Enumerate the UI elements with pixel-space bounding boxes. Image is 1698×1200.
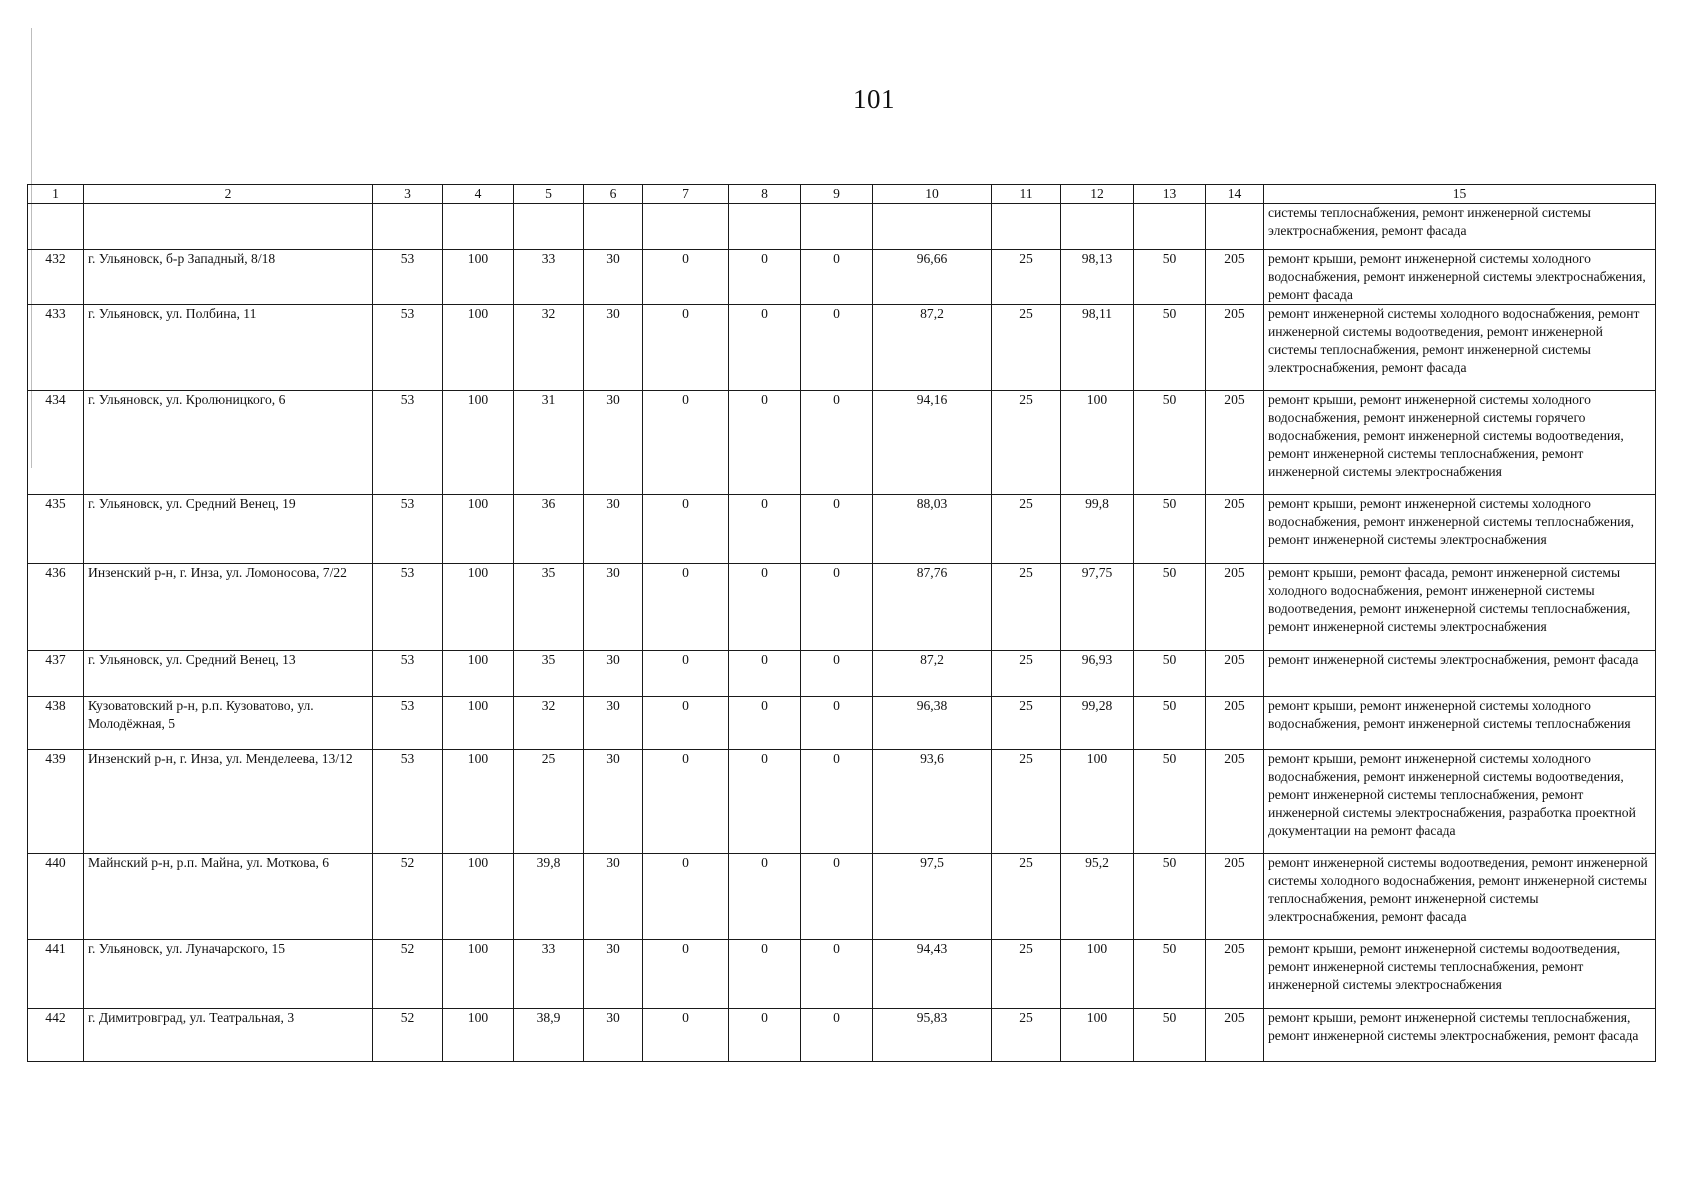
row-number-cell: 440 xyxy=(28,854,84,940)
col-6-cell: 30 xyxy=(584,305,643,391)
column-header-9: 9 xyxy=(801,185,873,204)
column-header-8: 8 xyxy=(729,185,801,204)
column-header-6: 6 xyxy=(584,185,643,204)
address-cell: Майнский р-н, р.п. Майна, ул. Моткова, 6 xyxy=(84,854,373,940)
col-7-cell: 0 xyxy=(643,1009,729,1062)
column-header-14: 14 xyxy=(1206,185,1264,204)
works-list-cell: ремонт крыши, ремонт инженерной системы холодного водоснабжения, ремонт инженерной системы горячего водоснабжения, ремонт инженерной системы водоотведения, ремонт инженерной системы теплоснабжения, ремонт инженерной системы электроснабжения xyxy=(1264,391,1656,495)
col-12-cell: 100 xyxy=(1061,391,1134,495)
col-14-cell: 205 xyxy=(1206,697,1264,750)
col-5-cell: 32 xyxy=(514,305,584,391)
col-4-cell: 100 xyxy=(443,564,514,651)
col-4-cell: 100 xyxy=(443,250,514,305)
col-11-cell: 25 xyxy=(992,854,1061,940)
col-12-cell: 98,11 xyxy=(1061,305,1134,391)
col-9-cell: 0 xyxy=(801,854,873,940)
col-5-cell: 39,8 xyxy=(514,854,584,940)
col-6-cell: 30 xyxy=(584,564,643,651)
col-7-cell: 0 xyxy=(643,391,729,495)
col-11-cell: 25 xyxy=(992,651,1061,697)
col-8-cell: 0 xyxy=(729,250,801,305)
col-11-cell: 25 xyxy=(992,1009,1061,1062)
col-10-cell: 95,83 xyxy=(873,1009,992,1062)
col-13-cell: 50 xyxy=(1134,564,1206,651)
col-10-cell: 88,03 xyxy=(873,495,992,564)
page-number: 101 xyxy=(853,84,895,114)
col-8-cell: 0 xyxy=(729,940,801,1009)
col-8-cell: 0 xyxy=(729,495,801,564)
col-7-cell: 0 xyxy=(643,250,729,305)
address-cell: г. Ульяновск, ул. Средний Венец, 13 xyxy=(84,651,373,697)
works-list-cell: ремонт крыши, ремонт инженерной системы водоотведения, ремонт инженерной системы теплоснабжения, ремонт инженерной системы электроснабжения xyxy=(1264,940,1656,1009)
col-13-cell: 50 xyxy=(1134,697,1206,750)
col-12-cell: 100 xyxy=(1061,1009,1134,1062)
col-12-cell xyxy=(1061,204,1134,250)
col-13-cell: 50 xyxy=(1134,750,1206,854)
col-11-cell: 25 xyxy=(992,250,1061,305)
address-cell: г. Ульяновск, ул. Средний Венец, 19 xyxy=(84,495,373,564)
address-cell: Инзенский р-н, г. Инза, ул. Ломоносова, 7/22 xyxy=(84,564,373,651)
col-6-cell: 30 xyxy=(584,651,643,697)
row-number-cell: 442 xyxy=(28,1009,84,1062)
col-14-cell: 205 xyxy=(1206,564,1264,651)
col-6-cell: 30 xyxy=(584,697,643,750)
row-number-cell: 438 xyxy=(28,697,84,750)
col-14-cell: 205 xyxy=(1206,495,1264,564)
col-13-cell: 50 xyxy=(1134,250,1206,305)
col-10-cell: 94,16 xyxy=(873,391,992,495)
col-14-cell: 205 xyxy=(1206,250,1264,305)
col-4-cell: 100 xyxy=(443,854,514,940)
col-13-cell: 50 xyxy=(1134,651,1206,697)
col-11-cell: 25 xyxy=(992,750,1061,854)
col-8-cell: 0 xyxy=(729,750,801,854)
col-9-cell: 0 xyxy=(801,250,873,305)
col-3-cell xyxy=(373,204,443,250)
address-cell: г. Ульяновск, ул. Кролюницкого, 6 xyxy=(84,391,373,495)
col-4-cell: 100 xyxy=(443,940,514,1009)
col-14-cell: 205 xyxy=(1206,305,1264,391)
row-number-cell: 441 xyxy=(28,940,84,1009)
col-5-cell: 32 xyxy=(514,697,584,750)
col-14-cell: 205 xyxy=(1206,940,1264,1009)
works-list-cell: ремонт инженерной системы электроснабжения, ремонт фасада xyxy=(1264,651,1656,697)
col-3-cell: 53 xyxy=(373,305,443,391)
row-number-cell: 439 xyxy=(28,750,84,854)
col-10-cell: 87,2 xyxy=(873,651,992,697)
col-3-cell: 52 xyxy=(373,854,443,940)
row-number-cell: 434 xyxy=(28,391,84,495)
row-number-cell: 432 xyxy=(28,250,84,305)
address-cell: Кузоватовский р-н, р.п. Кузоватово, ул. Молодёжная, 5 xyxy=(84,697,373,750)
col-6-cell: 30 xyxy=(584,750,643,854)
col-8-cell xyxy=(729,204,801,250)
col-11-cell: 25 xyxy=(992,564,1061,651)
col-14-cell: 205 xyxy=(1206,854,1264,940)
col-9-cell: 0 xyxy=(801,305,873,391)
col-8-cell: 0 xyxy=(729,854,801,940)
table-row xyxy=(28,564,1656,651)
col-7-cell: 0 xyxy=(643,750,729,854)
col-12-cell: 100 xyxy=(1061,940,1134,1009)
col-10-cell xyxy=(873,204,992,250)
address-cell: г. Ульяновск, ул. Луначарского, 15 xyxy=(84,940,373,1009)
col-7-cell: 0 xyxy=(643,940,729,1009)
col-4-cell: 100 xyxy=(443,495,514,564)
works-list-cell: ремонт инженерной системы водоотведения, ремонт инженерной системы холодного водоснабжения, ремонт инженерной системы теплоснабжения, ремонт инженерной системы электроснабжения, ремонт фасада xyxy=(1264,854,1656,940)
col-4-cell: 100 xyxy=(443,697,514,750)
col-10-cell: 96,38 xyxy=(873,697,992,750)
col-14-cell: 205 xyxy=(1206,1009,1264,1062)
column-header-7: 7 xyxy=(643,185,729,204)
col-8-cell: 0 xyxy=(729,564,801,651)
col-3-cell: 53 xyxy=(373,391,443,495)
col-3-cell: 53 xyxy=(373,697,443,750)
address-cell: г. Димитровград, ул. Театральная, 3 xyxy=(84,1009,373,1062)
col-11-cell: 25 xyxy=(992,697,1061,750)
column-header-1: 1 xyxy=(28,185,84,204)
col-8-cell: 0 xyxy=(729,391,801,495)
col-5-cell: 35 xyxy=(514,651,584,697)
col-4-cell: 100 xyxy=(443,1009,514,1062)
col-3-cell: 53 xyxy=(373,750,443,854)
column-header-13: 13 xyxy=(1134,185,1206,204)
col-9-cell: 0 xyxy=(801,651,873,697)
col-5-cell xyxy=(514,204,584,250)
col-8-cell: 0 xyxy=(729,305,801,391)
col-6-cell: 30 xyxy=(584,250,643,305)
col-7-cell: 0 xyxy=(643,495,729,564)
col-11-cell: 25 xyxy=(992,940,1061,1009)
row-number-cell: 436 xyxy=(28,564,84,651)
table-row xyxy=(28,651,1656,697)
col-12-cell: 99,28 xyxy=(1061,697,1134,750)
col-10-cell: 93,6 xyxy=(873,750,992,854)
col-6-cell: 30 xyxy=(584,495,643,564)
col-3-cell: 53 xyxy=(373,564,443,651)
col-11-cell xyxy=(992,204,1061,250)
col-9-cell: 0 xyxy=(801,1009,873,1062)
col-5-cell: 25 xyxy=(514,750,584,854)
works-list-cell: ремонт крыши, ремонт фасада, ремонт инженерной системы холодного водоснабжения, ремонт инженерной системы водоотведения, ремонт инженерной системы теплоснабжения, ремонт инженерной системы электроснабжения xyxy=(1264,564,1656,651)
col-10-cell: 96,66 xyxy=(873,250,992,305)
col-7-cell: 0 xyxy=(643,305,729,391)
col-7-cell: 0 xyxy=(643,651,729,697)
col-4-cell: 100 xyxy=(443,750,514,854)
table-row xyxy=(28,391,1656,495)
address-cell: г. Ульяновск, ул. Полбина, 11 xyxy=(84,305,373,391)
col-6-cell xyxy=(584,204,643,250)
col-7-cell: 0 xyxy=(643,697,729,750)
col-13-cell: 50 xyxy=(1134,854,1206,940)
col-3-cell: 53 xyxy=(373,250,443,305)
col-14-cell xyxy=(1206,204,1264,250)
col-13-cell: 50 xyxy=(1134,940,1206,1009)
col-8-cell: 0 xyxy=(729,1009,801,1062)
col-7-cell xyxy=(643,204,729,250)
col-14-cell: 205 xyxy=(1206,750,1264,854)
column-header-10: 10 xyxy=(873,185,992,204)
col-4-cell: 100 xyxy=(443,651,514,697)
col-9-cell: 0 xyxy=(801,391,873,495)
works-list-cell: ремонт крыши, ремонт инженерной системы холодного водоснабжения, ремонт инженерной системы водоотведения, ремонт инженерной системы теплоснабжения, ремонт инженерной системы электроснабжения, разработка проектной документации на ремонт фасада xyxy=(1264,750,1656,854)
col-5-cell: 38,9 xyxy=(514,1009,584,1062)
column-header-11: 11 xyxy=(992,185,1061,204)
col-4-cell: 100 xyxy=(443,391,514,495)
col-9-cell: 0 xyxy=(801,750,873,854)
col-10-cell: 87,76 xyxy=(873,564,992,651)
works-list-cell: ремонт крыши, ремонт инженерной системы холодного водоснабжения, ремонт инженерной системы электроснабжения, ремонт фасада xyxy=(1264,250,1656,305)
col-3-cell: 52 xyxy=(373,940,443,1009)
col-6-cell: 30 xyxy=(584,854,643,940)
col-9-cell xyxy=(801,204,873,250)
column-header-3: 3 xyxy=(373,185,443,204)
col-5-cell: 36 xyxy=(514,495,584,564)
col-13-cell: 50 xyxy=(1134,391,1206,495)
col-5-cell: 35 xyxy=(514,564,584,651)
buildings-table xyxy=(27,184,1656,1062)
col-14-cell: 205 xyxy=(1206,651,1264,697)
table-row xyxy=(28,305,1656,391)
col-10-cell: 97,5 xyxy=(873,854,992,940)
col-12-cell: 100 xyxy=(1061,750,1134,854)
col-6-cell: 30 xyxy=(584,1009,643,1062)
table-row xyxy=(28,1009,1656,1062)
row-number-cell: 433 xyxy=(28,305,84,391)
column-header-4: 4 xyxy=(443,185,514,204)
works-list-cell: ремонт крыши, ремонт инженерной системы холодного водоснабжения, ремонт инженерной системы теплоснабжения, ремонт инженерной системы электроснабжения xyxy=(1264,495,1656,564)
col-12-cell: 98,13 xyxy=(1061,250,1134,305)
col-6-cell: 30 xyxy=(584,391,643,495)
address-cell: г. Ульяновск, б-р Западный, 8/18 xyxy=(84,250,373,305)
col-9-cell: 0 xyxy=(801,495,873,564)
col-13-cell xyxy=(1134,204,1206,250)
col-3-cell: 53 xyxy=(373,651,443,697)
col-11-cell: 25 xyxy=(992,305,1061,391)
col-11-cell: 25 xyxy=(992,495,1061,564)
col-12-cell: 95,2 xyxy=(1061,854,1134,940)
table-row xyxy=(28,750,1656,854)
col-8-cell: 0 xyxy=(729,697,801,750)
table-body xyxy=(28,185,1656,1062)
column-header-15: 15 xyxy=(1264,185,1656,204)
row-number-cell: 435 xyxy=(28,495,84,564)
col-5-cell: 31 xyxy=(514,391,584,495)
col-3-cell: 52 xyxy=(373,1009,443,1062)
column-header-12: 12 xyxy=(1061,185,1134,204)
table-row xyxy=(28,697,1656,750)
table-row xyxy=(28,204,1656,250)
row-number-cell: 437 xyxy=(28,651,84,697)
col-7-cell: 0 xyxy=(643,854,729,940)
col-5-cell: 33 xyxy=(514,940,584,1009)
col-12-cell: 96,93 xyxy=(1061,651,1134,697)
col-14-cell: 205 xyxy=(1206,391,1264,495)
works-list-cell: ремонт крыши, ремонт инженерной системы теплоснабжения, ремонт инженерной системы электроснабжения, ремонт фасада xyxy=(1264,1009,1656,1062)
col-9-cell: 0 xyxy=(801,697,873,750)
col-13-cell: 50 xyxy=(1134,305,1206,391)
address-cell xyxy=(84,204,373,250)
col-7-cell: 0 xyxy=(643,564,729,651)
table-row xyxy=(28,250,1656,305)
col-12-cell: 99,8 xyxy=(1061,495,1134,564)
header-row xyxy=(28,185,1656,204)
column-header-5: 5 xyxy=(514,185,584,204)
works-list-cell: системы теплоснабжения, ремонт инженерной системы электроснабжения, ремонт фасада xyxy=(1264,204,1656,250)
column-header-2: 2 xyxy=(84,185,373,204)
col-4-cell: 100 xyxy=(443,305,514,391)
col-3-cell: 53 xyxy=(373,495,443,564)
col-9-cell: 0 xyxy=(801,940,873,1009)
col-8-cell: 0 xyxy=(729,651,801,697)
col-11-cell: 25 xyxy=(992,391,1061,495)
table-row xyxy=(28,495,1656,564)
address-cell: Инзенский р-н, г. Инза, ул. Менделеева, 13/12 xyxy=(84,750,373,854)
col-13-cell: 50 xyxy=(1134,495,1206,564)
table-row xyxy=(28,940,1656,1009)
col-12-cell: 97,75 xyxy=(1061,564,1134,651)
works-list-cell: ремонт крыши, ремонт инженерной системы холодного водоснабжения, ремонт инженерной системы теплоснабжения xyxy=(1264,697,1656,750)
works-list-cell: ремонт инженерной системы холодного водоснабжения, ремонт инженерной системы водоотведения, ремонт инженерной системы теплоснабжения, ремонт инженерной системы электроснабжения, ремонт фасада xyxy=(1264,305,1656,391)
col-4-cell xyxy=(443,204,514,250)
col-5-cell: 33 xyxy=(514,250,584,305)
col-10-cell: 87,2 xyxy=(873,305,992,391)
col-10-cell: 94,43 xyxy=(873,940,992,1009)
row-number-cell xyxy=(28,204,84,250)
table-row xyxy=(28,854,1656,940)
col-6-cell: 30 xyxy=(584,940,643,1009)
col-9-cell: 0 xyxy=(801,564,873,651)
col-13-cell: 50 xyxy=(1134,1009,1206,1062)
